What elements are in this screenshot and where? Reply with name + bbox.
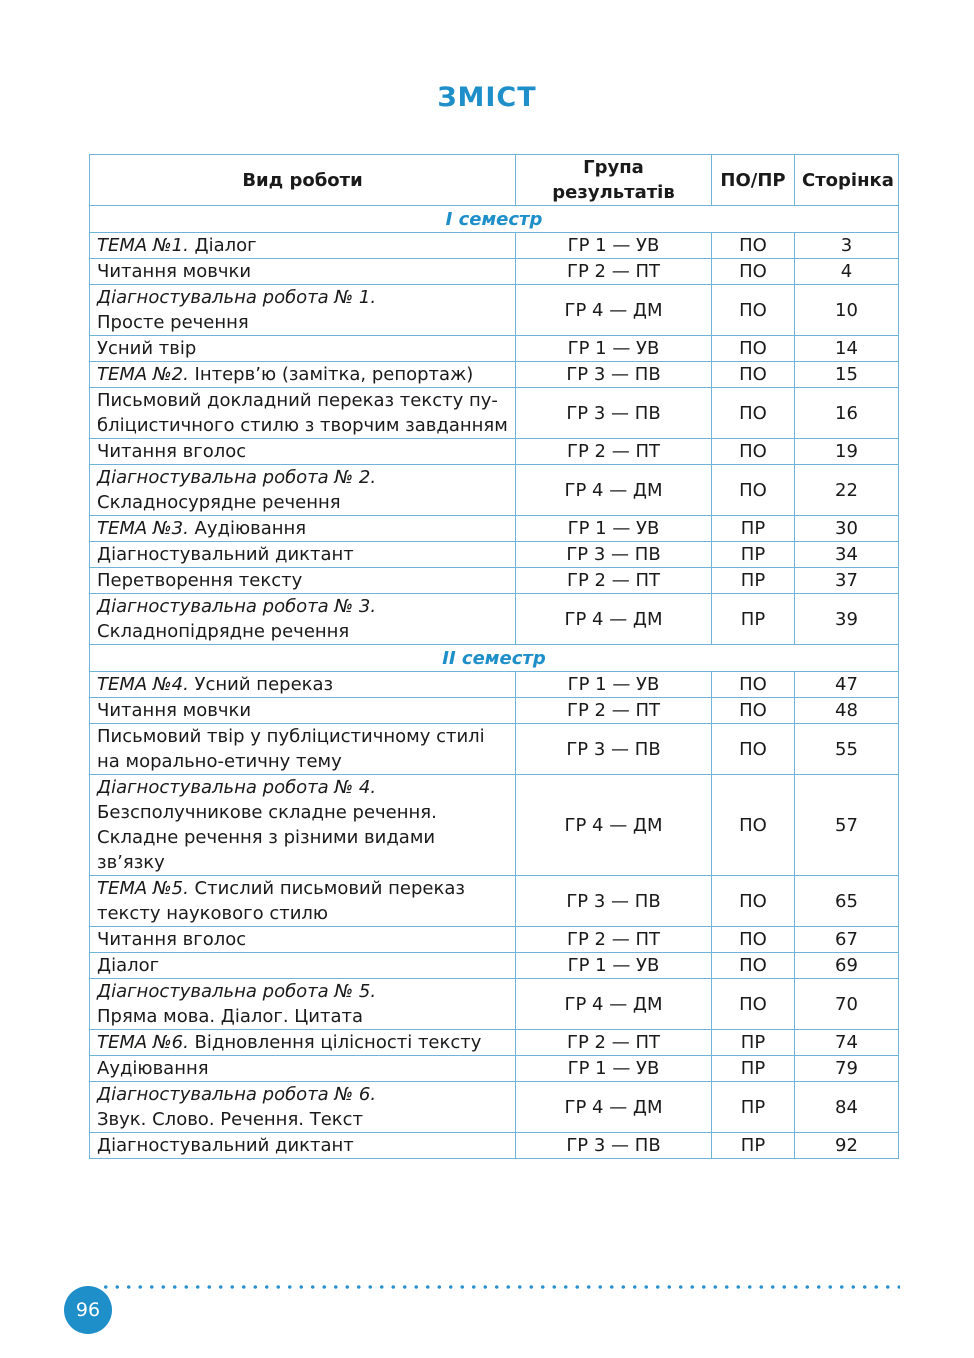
page-cell: 22 <box>795 465 899 516</box>
result-group-cell: ГР 1 — УВ <box>516 953 712 979</box>
page-cell: 16 <box>795 388 899 439</box>
semester-2-row <box>90 645 899 672</box>
work-type-cell <box>90 672 516 698</box>
result-group-cell: ГР 4 — ДМ <box>516 465 712 516</box>
work-lead: Діагностувальна робота № 4. <box>97 777 377 798</box>
page-cell: 48 <box>795 698 899 724</box>
result-group-cell: ГР 2 — ПТ <box>516 927 712 953</box>
po-pr-cell: ПО <box>712 953 795 979</box>
work-title: Діалог <box>97 955 160 976</box>
table-row <box>90 568 899 594</box>
page-cell: 55 <box>795 724 899 775</box>
work-title: Інтерв’ю (замітка, репортаж) <box>188 364 474 385</box>
work-title: Перетворення тексту <box>97 570 303 591</box>
work-lead: Діагностувальна робота № 6. <box>97 1084 377 1105</box>
semester-2-label: ІІ семестр <box>90 645 899 672</box>
work-type-cell <box>90 439 516 465</box>
page-cell: 14 <box>795 336 899 362</box>
header-result-group: Група результатів <box>516 155 712 206</box>
table-row <box>90 362 899 388</box>
po-pr-cell: ПР <box>712 1030 795 1056</box>
page-cell: 79 <box>795 1056 899 1082</box>
work-line <box>97 439 508 464</box>
work-title: Читання мовчки <box>97 700 252 721</box>
work-lead: ТЕМА №3. <box>97 518 189 539</box>
table-row <box>90 724 899 775</box>
work-line <box>97 336 508 361</box>
work-type-cell <box>90 594 516 645</box>
work-lead: Діагностувальна робота № 3. <box>97 596 377 617</box>
page-cell: 10 <box>795 285 899 336</box>
semester-1-label: І семестр <box>90 206 899 233</box>
work-line <box>97 568 508 593</box>
work-type-cell <box>90 1133 516 1159</box>
page-cell: 30 <box>795 516 899 542</box>
header-row <box>90 155 899 206</box>
work-title: Просте речення <box>97 312 249 333</box>
table-row <box>90 775 899 876</box>
table-row <box>90 465 899 516</box>
result-group-cell: ГР 2 — ПТ <box>516 439 712 465</box>
work-type-cell <box>90 927 516 953</box>
page-cell: 67 <box>795 927 899 953</box>
work-type-cell <box>90 388 516 439</box>
work-type-cell <box>90 233 516 259</box>
work-type-cell <box>90 516 516 542</box>
po-pr-cell: ПО <box>712 285 795 336</box>
table-row <box>90 439 899 465</box>
work-lead: Діагностувальна робота № 2. <box>97 467 377 488</box>
table-row <box>90 1133 899 1159</box>
work-title: Читання вголос <box>97 929 247 950</box>
work-title: Діагностувальний диктант <box>97 544 354 565</box>
result-group-cell: ГР 1 — УВ <box>516 516 712 542</box>
table-row <box>90 1030 899 1056</box>
work-type-cell <box>90 568 516 594</box>
work-type-cell <box>90 336 516 362</box>
po-pr-cell: ПР <box>712 594 795 645</box>
table-row <box>90 927 899 953</box>
dotted-divider <box>100 1284 900 1290</box>
work-line <box>97 542 508 567</box>
work-type-cell <box>90 775 516 876</box>
work-type-cell <box>90 285 516 336</box>
table-row <box>90 285 899 336</box>
table-row <box>90 953 899 979</box>
work-lead: ТЕМА №2. <box>97 364 189 385</box>
work-line <box>97 259 508 284</box>
work-title: Відновлення цілісності тексту <box>188 1032 482 1053</box>
table-row <box>90 876 899 927</box>
table-row <box>90 1056 899 1082</box>
work-type-cell <box>90 979 516 1030</box>
work-title: Письмовий твір у публіцистичному стилі <box>97 726 485 747</box>
table-row <box>90 259 899 285</box>
table-row <box>90 698 899 724</box>
result-group-cell: ГР 3 — ПВ <box>516 876 712 927</box>
work-lead: Діагностувальна робота № 1. <box>97 287 377 308</box>
work-type-cell <box>90 876 516 927</box>
work-line <box>97 1030 508 1055</box>
page-cell: 57 <box>795 775 899 876</box>
table-row <box>90 336 899 362</box>
work-title: Аудіювання <box>97 1058 209 1079</box>
work-title: Звук. Слово. Речення. Текст <box>97 1109 364 1130</box>
page-cell: 19 <box>795 439 899 465</box>
page-cell: 3 <box>795 233 899 259</box>
result-group-cell: ГР 1 — УВ <box>516 336 712 362</box>
po-pr-cell: ПО <box>712 259 795 285</box>
result-group-cell: ГР 1 — УВ <box>516 672 712 698</box>
work-line <box>97 672 508 697</box>
page-number-badge: 96 <box>64 1286 112 1334</box>
work-title: Читання мовчки <box>97 261 252 282</box>
table-row <box>90 516 899 542</box>
result-group-cell: ГР 4 — ДМ <box>516 594 712 645</box>
result-group-cell: ГР 3 — ПВ <box>516 388 712 439</box>
work-title: Пряма мова. Діалог. Цитата <box>97 1006 364 1027</box>
result-group-cell: ГР 2 — ПТ <box>516 259 712 285</box>
po-pr-cell: ПР <box>712 568 795 594</box>
po-pr-cell: ПР <box>712 1056 795 1082</box>
po-pr-cell: ПО <box>712 927 795 953</box>
header-page: Сторінка <box>795 155 899 206</box>
work-lead: Діагностувальна робота № 5. <box>97 981 377 1002</box>
work-title: Безсполучникове складне речення. <box>97 802 437 823</box>
work-line <box>97 1056 508 1081</box>
po-pr-cell: ПО <box>712 698 795 724</box>
work-type-cell <box>90 1056 516 1082</box>
page-cell: 70 <box>795 979 899 1030</box>
work-title: Діалог <box>188 235 257 256</box>
work-line <box>97 927 508 952</box>
page-cell: 37 <box>795 568 899 594</box>
page-cell: 74 <box>795 1030 899 1056</box>
po-pr-cell: ПО <box>712 979 795 1030</box>
work-lead: ТЕМА №5. <box>97 878 189 899</box>
work-line <box>97 698 508 723</box>
work-title-cont: тексту наукового стилю <box>97 903 329 924</box>
header-work-type: Вид роботи <box>90 155 516 206</box>
work-lead: ТЕМА №6. <box>97 1032 189 1053</box>
work-type-cell <box>90 259 516 285</box>
semester-1-row <box>90 206 899 233</box>
page-cell: 15 <box>795 362 899 388</box>
result-group-cell: ГР 2 — ПТ <box>516 1030 712 1056</box>
result-group-cell: ГР 3 — ПВ <box>516 1133 712 1159</box>
table-row <box>90 594 899 645</box>
work-type-cell <box>90 465 516 516</box>
work-line <box>97 1133 508 1158</box>
page-cell: 84 <box>795 1082 899 1133</box>
table-row <box>90 979 899 1030</box>
table-row <box>90 233 899 259</box>
page-cell: 4 <box>795 259 899 285</box>
work-type-cell <box>90 953 516 979</box>
page-cell: 34 <box>795 542 899 568</box>
table-row <box>90 388 899 439</box>
page-cell: 69 <box>795 953 899 979</box>
work-title: Складнопідрядне речення <box>97 621 350 642</box>
po-pr-cell: ПО <box>712 362 795 388</box>
work-title: Аудіювання <box>188 518 307 539</box>
po-pr-cell: ПО <box>712 775 795 876</box>
work-line <box>97 516 508 541</box>
po-pr-cell: ПО <box>712 439 795 465</box>
work-title-cont: бліцистичного стилю з творчим завданням <box>97 415 508 436</box>
work-title: Письмовий докладний переказ тексту пу- <box>97 390 498 411</box>
result-group-cell: ГР 2 — ПТ <box>516 698 712 724</box>
table-row <box>90 542 899 568</box>
result-group-cell: ГР 1 — УВ <box>516 1056 712 1082</box>
work-lead: ТЕМА №4. <box>97 674 189 695</box>
result-group-cell: ГР 4 — ДМ <box>516 1082 712 1133</box>
work-title-cont: на морально-етичну тему <box>97 751 342 772</box>
result-group-cell: ГР 1 — УВ <box>516 233 712 259</box>
work-title: Читання вголос <box>97 441 247 462</box>
result-group-cell: ГР 3 — ПВ <box>516 724 712 775</box>
work-line <box>97 953 508 978</box>
po-pr-cell: ПР <box>712 1133 795 1159</box>
po-pr-cell: ПО <box>712 672 795 698</box>
work-type-cell <box>90 698 516 724</box>
work-title: Стислий письмовий переказ <box>188 878 465 899</box>
result-group-cell: ГР 3 — ПВ <box>516 542 712 568</box>
work-line <box>97 876 508 901</box>
work-type-cell <box>90 1082 516 1133</box>
po-pr-cell: ПО <box>712 465 795 516</box>
work-type-cell <box>90 542 516 568</box>
work-line <box>97 362 508 387</box>
result-group-cell: ГР 4 — ДМ <box>516 775 712 876</box>
header-po-pr: ПО/ПР <box>712 155 795 206</box>
work-lead: ТЕМА №1. <box>97 235 189 256</box>
page-cell: 92 <box>795 1133 899 1159</box>
result-group-cell: ГР 3 — ПВ <box>516 362 712 388</box>
work-title: Усний твір <box>97 338 197 359</box>
work-title: Складносурядне речення <box>97 492 341 513</box>
work-type-cell <box>90 362 516 388</box>
po-pr-cell: ПО <box>712 724 795 775</box>
work-type-cell <box>90 1030 516 1056</box>
work-line <box>97 233 508 258</box>
result-group-cell: ГР 4 — ДМ <box>516 285 712 336</box>
po-pr-cell: ПО <box>712 336 795 362</box>
page-cell: 65 <box>795 876 899 927</box>
result-group-cell: ГР 2 — ПТ <box>516 568 712 594</box>
table-row <box>90 672 899 698</box>
contents-table <box>89 154 899 1159</box>
work-title: Усний переказ <box>188 674 334 695</box>
work-type-cell <box>90 724 516 775</box>
result-group-cell: ГР 4 — ДМ <box>516 979 712 1030</box>
work-title-cont: Складне речення з різними видами зв’язку <box>97 827 436 873</box>
page-cell: 39 <box>795 594 899 645</box>
po-pr-cell: ПО <box>712 388 795 439</box>
po-pr-cell: ПР <box>712 516 795 542</box>
work-title: Діагностувальний диктант <box>97 1135 354 1156</box>
po-pr-cell: ПР <box>712 1082 795 1133</box>
po-pr-cell: ПО <box>712 233 795 259</box>
page-title: ЗМІСТ <box>437 82 537 113</box>
po-pr-cell: ПР <box>712 542 795 568</box>
page-cell: 47 <box>795 672 899 698</box>
po-pr-cell: ПО <box>712 876 795 927</box>
table-row <box>90 1082 899 1133</box>
